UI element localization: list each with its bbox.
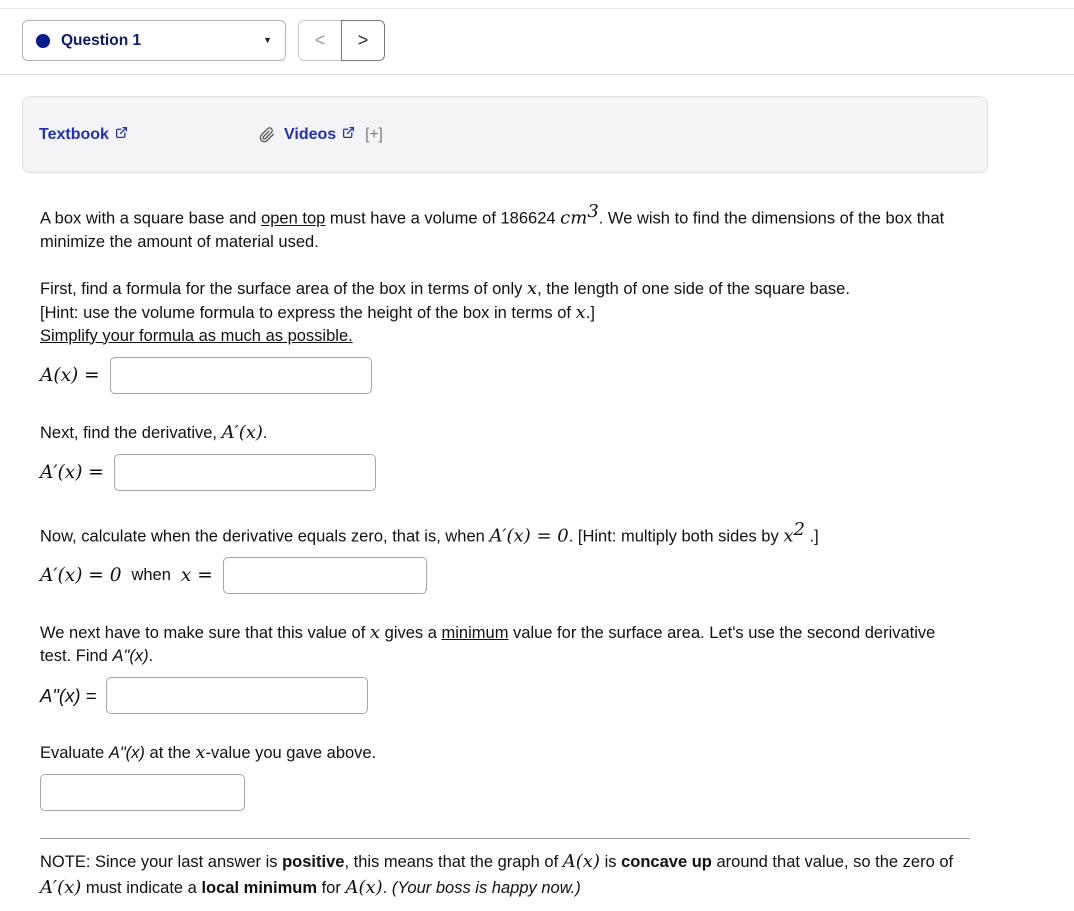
text: . We wish to find the dimensions of the box that minimize the amount of material used. [40,209,945,251]
evaluation-input[interactable] [40,774,245,811]
resources-panel [22,96,988,173]
math-derivative: A′(x) [40,877,82,898]
text: . [262,423,268,442]
part3-instructions [40,518,970,549]
text-bold: local minimum [201,879,317,897]
problem-statement [40,200,970,254]
text: at the [149,744,191,762]
text-underlined: minimum [441,624,509,642]
text: value for the surface area. Let's use the second derivative test. Find [40,624,936,665]
math-derivative: A′(x) [221,421,263,443]
textbook-resource [39,123,259,146]
page [0,8,1074,901]
text-bold: concave up [621,853,712,871]
note-paragraph [40,849,970,901]
hint-line [40,301,970,325]
question-selector-label: Question 1 [61,32,142,49]
top-divider [0,8,1074,9]
question-header [22,20,1052,61]
text-bold: positive [282,853,345,871]
text: A box with a square base and [40,209,257,228]
videos-expand-label[interactable]: [+] [365,126,383,143]
math-label: A(x) = [40,364,100,386]
problem-body [0,173,1074,901]
text: gives a [384,624,437,642]
math-second-derivative: A"(x) [112,647,149,665]
chevron-down-icon: ▼ [263,35,272,45]
header-divider [0,74,1074,75]
text: around that value, so the zero of [716,853,954,871]
text: . [382,879,388,897]
text-underlined: open top [261,209,326,228]
text: Next, find the derivative, [40,423,218,442]
part1-instructions [40,277,970,348]
math-exponent: 2 [793,518,805,540]
math-label: A"(x) = [40,685,97,706]
videos-resource [259,123,383,146]
external-link-icon [115,123,128,146]
math-label: x = [180,565,213,586]
derivative-input[interactable] [114,454,376,491]
text: We next have to make sure that this value of [40,624,366,642]
answer-row-second-derivative [40,677,970,714]
text-italic: (Your boss is happy now.) [391,879,581,897]
text: must indicate a [85,879,197,897]
previous-question-button[interactable]: < [298,20,342,61]
math-function: A(x) [562,851,600,872]
math-exponent: 3 [587,201,599,222]
text: . [148,647,154,665]
text: when [131,566,171,584]
second-derivative-input[interactable] [106,677,368,714]
text: Evaluate [40,744,105,762]
text: must have a volume of 186624 [329,209,556,228]
part2-instructions [40,421,970,445]
answer-row-evaluation [40,774,970,811]
paperclip-icon [259,127,275,143]
text: Now, calculate when the derivative equals zero, that is, when [40,527,485,545]
note-divider [40,838,970,839]
next-question-button[interactable]: > [341,20,385,61]
question-selector-dropdown[interactable] [22,20,286,61]
part4-instructions [40,621,970,668]
question-status-dot [36,34,50,48]
math-function: A(x) [345,877,383,898]
answer-row-surface-area [40,357,970,394]
textbook-link-label: Textbook [39,126,109,143]
text: for [321,879,341,897]
textbook-link[interactable] [39,123,128,146]
text: , the length of one side of the square base. [537,279,850,298]
answer-row-derivative [40,454,970,491]
math-unit: cm [560,207,588,229]
answer-row-critical-value [40,557,970,594]
math-equation: A′(x) = 0 [489,525,569,546]
part5-instructions [40,741,970,765]
text: .] [585,303,595,322]
math-x: x [526,277,538,299]
text: . [Hint: multiply both sides by [568,527,779,545]
math-x: x [575,301,586,323]
text: .] [809,527,819,545]
math-label: A′(x) = [40,461,104,483]
videos-link[interactable] [284,123,355,146]
math-x: x [783,525,794,546]
text-underlined: Simplify your formula as much as possible. [40,326,353,345]
external-link-icon [342,123,355,146]
math-label: A′(x) = 0 [40,565,122,586]
math-second-derivative: A"(x) [108,744,145,762]
text: is [604,853,617,871]
text: NOTE: Since your last answer is [40,853,278,871]
videos-link-label: Videos [284,126,337,143]
surface-area-input[interactable] [110,357,372,394]
question-nav [298,20,385,61]
text: , this means that the graph of [344,853,559,871]
simplify-line [40,325,970,348]
text: First, find a formula for the surface area of the box in terms of only [40,279,523,298]
critical-value-input[interactable] [223,557,427,594]
math-x: x [369,622,381,643]
text-line [40,277,970,301]
text: -value you gave above. [205,744,377,762]
math-x: x [195,742,206,763]
text: [Hint: use the volume formula to express the height of the box in terms of [40,303,572,322]
